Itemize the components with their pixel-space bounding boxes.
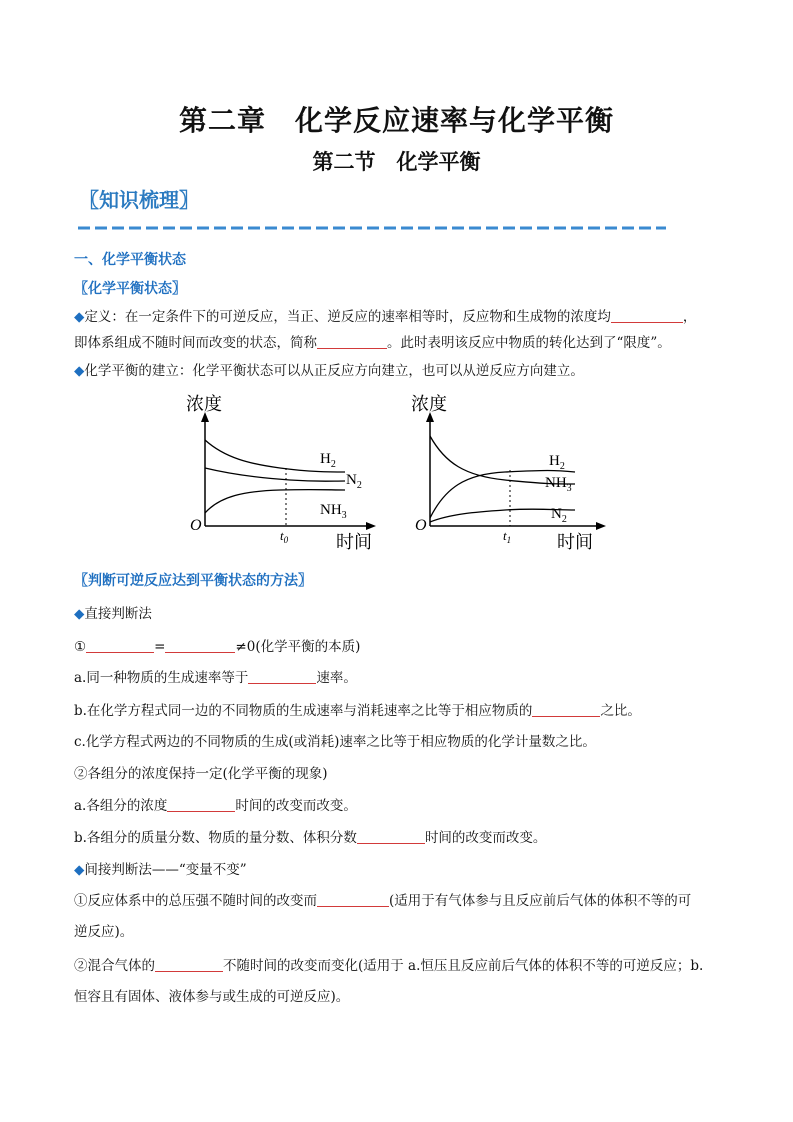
- definition-line: ◆定义：在一定条件下的可逆反应，当正、逆反应的速率相等时，反应物和生成物的浓度均 ，: [74, 309, 697, 325]
- page-title: 第二章 化学反应速率与化学平衡: [178, 104, 614, 137]
- establish-line: ◆化学平衡的建立：化学平衡状态可以从正反应方向建立，也可以从逆反应方向建立。: [74, 363, 584, 379]
- dashed-divider: [78, 224, 668, 232]
- series-label-n2: $N_2$: [346, 472, 362, 491]
- fill-blank[interactable]: [155, 957, 223, 972]
- item-2: ②各组分的浓度保持一定(化学平衡的现象): [74, 766, 328, 782]
- item-1: ① = ≠0(化学平衡的本质): [74, 639, 361, 655]
- definition-line-2: 即体系组成不随时间而改变的状态，简称 。此时表明该反应中物质的转化达到了“限度”。: [74, 335, 671, 351]
- diamond-icon: ◆: [74, 309, 85, 325]
- section-heading: 一、化学平衡状态: [74, 252, 186, 268]
- section-banner: 〖知识梳理〗: [79, 188, 199, 212]
- fill-blank[interactable]: [167, 797, 235, 812]
- indirect-item-1: ①反应体系中的总压强不随时间的改变而 (适用于有气体参与且反应前后气体的体积不等的可: [74, 893, 692, 909]
- item-1a: a.同一种物质的生成速率等于 速率。: [74, 670, 357, 686]
- concentration-chart-1: [180, 388, 380, 554]
- origin-label: O: [415, 517, 427, 534]
- direct-method: ◆直接判断法: [74, 606, 152, 622]
- indirect-item-1-cont: 逆反应)。: [74, 924, 134, 940]
- fill-blank[interactable]: [165, 638, 235, 653]
- item-1c: c.化学方程式两边的不同物质的生成(或消耗)速率之比等于相应物质的化学计量数之比。: [74, 734, 596, 750]
- item-2a: a.各组分的浓度 时间的改变而改变。: [74, 798, 357, 814]
- series-label-n2: $N_2$: [551, 506, 567, 525]
- fill-blank[interactable]: [317, 892, 389, 907]
- indirect-method: ◆间接判断法——“变量不变”: [74, 862, 247, 878]
- x-axis-label: 时间: [557, 532, 593, 552]
- fill-blank[interactable]: [611, 308, 683, 323]
- indirect-item-2: ②混合气体的 不随时间的改变而变化(适用于 a.恒压且反应前后气体的体积不等的可逆反应；b.: [74, 958, 704, 974]
- sub-heading: 〖化学平衡状态〗: [74, 281, 186, 297]
- y-axis-label: 浓度: [186, 394, 222, 414]
- x-axis-arrow: [596, 522, 606, 530]
- fill-blank[interactable]: [86, 638, 154, 653]
- series-label-h2: $H_2$: [320, 451, 336, 470]
- item-2b: b.各组分的质量分数、物质的量分数、体积分数 时间的改变而改变。: [74, 830, 547, 846]
- fill-blank[interactable]: [248, 669, 316, 684]
- fill-blank[interactable]: [532, 702, 600, 717]
- page-subtitle: 第二节 化学平衡: [312, 149, 481, 174]
- method-heading: 〖判断可逆反应达到平衡状态的方法〗: [74, 573, 312, 589]
- diamond-icon: ◆: [74, 363, 85, 379]
- fill-blank[interactable]: [317, 334, 387, 349]
- time-marker-label: $t_1$: [503, 528, 512, 545]
- origin-label: O: [190, 517, 202, 534]
- series-label-nh3: $NH_3$: [320, 502, 347, 521]
- time-marker-label: $t_0$: [280, 528, 289, 545]
- series-label-h2: $H_2$: [549, 453, 565, 472]
- series-line-n2: [205, 468, 345, 481]
- x-axis-label: 时间: [336, 532, 372, 552]
- indirect-item-2-cont: 恒容且有固体、液体参与或生成的可逆反应)。: [74, 989, 350, 1005]
- concentration-chart-2: [405, 388, 610, 554]
- diamond-icon: ◆: [74, 606, 85, 622]
- x-axis-arrow: [366, 522, 376, 530]
- diamond-icon: ◆: [74, 862, 85, 878]
- fill-blank[interactable]: [357, 829, 425, 844]
- y-axis-label: 浓度: [411, 394, 447, 414]
- series-label-nh3: $NH_3$: [545, 475, 572, 494]
- item-1b: b.在化学方程式同一边的不同物质的生成速率与消耗速率之比等于相应物质的 之比。: [74, 703, 641, 719]
